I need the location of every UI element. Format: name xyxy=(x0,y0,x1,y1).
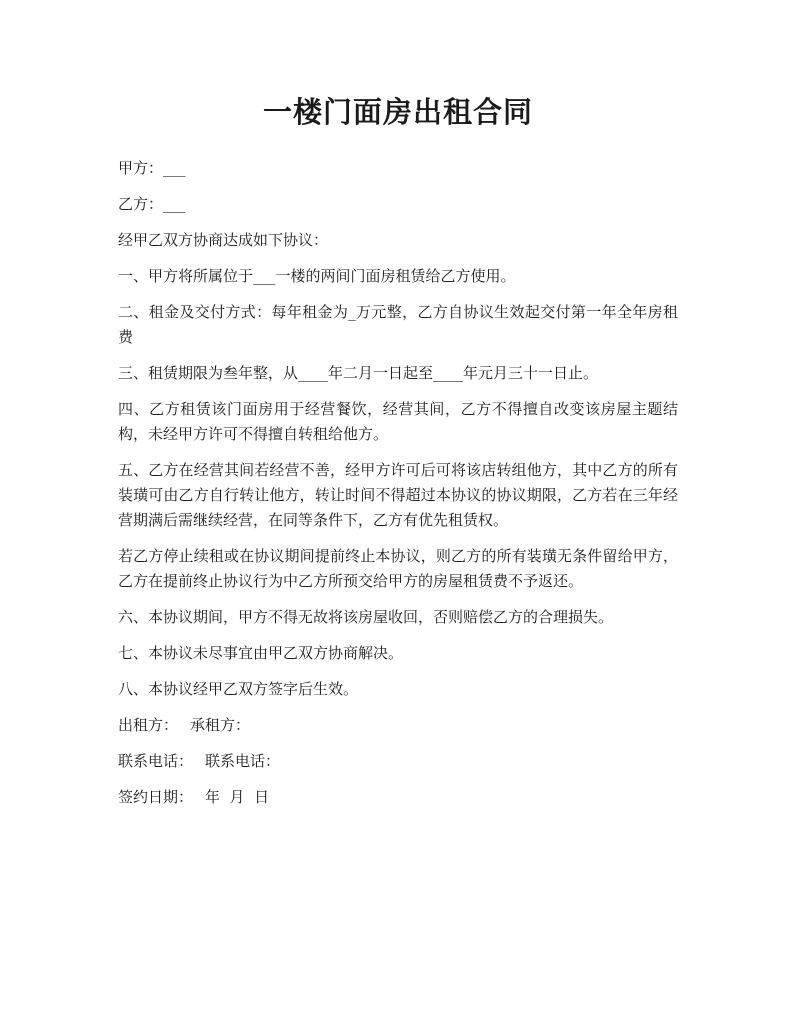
clause-5: 五、乙方在经营其间若经营不善，经甲方许可后可将该店转组他方，其中乙方的所有装璜可由乙方自行转让他方，转让时间不得超过本协议的协议期限，乙方若在三年经营期满后需继续经营，在同等条件下，乙方有优先租赁权。 xyxy=(118,461,678,529)
clause-2: 二、租金及交付方式：每年租金为_万元整，乙方自协议生效起交付第一年全年房租费 xyxy=(118,303,678,346)
date-label: 签约日期： xyxy=(118,788,194,806)
intro-paragraph: 经甲乙双方协商达成如下协议： xyxy=(118,231,329,249)
signature-date-row xyxy=(118,785,678,810)
clause-4: 四、乙方租赁该门面房用于经营餐饮，经营其间，乙方不得擅自改变该房屋主题结构，未经甲方许可不得擅自转租给他方。 xyxy=(118,400,678,443)
party-b-line: 乙方：___ xyxy=(118,195,186,213)
clause-6: 六、本协议期间，甲方不得无故将该房屋收回，否则赔偿乙方的合理损失。 xyxy=(118,608,614,626)
signature-parties-row xyxy=(118,713,678,738)
date-value: 年 月 日 xyxy=(205,788,270,806)
lessor-label: 出租方： xyxy=(118,716,179,734)
signature-phone-row xyxy=(118,749,678,774)
lessee-phone-label: 联系电话： xyxy=(205,752,281,770)
clause-8: 八、本协议经甲乙双方签字后生效。 xyxy=(118,680,359,698)
lessee-label: 承租方： xyxy=(190,716,251,734)
document-title: 一楼门面房出租合同 xyxy=(262,95,533,129)
clause-1: 一、甲方将所属位于___一楼的两间门面房租赁给乙方使用。 xyxy=(118,267,516,285)
clause-7: 七、本协议未尽事宜由甲乙双方协商解决。 xyxy=(118,644,404,662)
party-a-line: 甲方：___ xyxy=(118,159,186,177)
lessor-phone-label: 联系电话： xyxy=(118,752,194,770)
clause-3: 三、租赁期限为叁年整，从____年二月一日起至____年元月三十一日止。 xyxy=(118,364,599,382)
clause-5-supplement: 若乙方停止续租或在协议期间提前终止本协议，则乙方的所有装璜无条件留给甲方，乙方在提前终止协议行为中乙方所预交给甲方的房屋租赁费不予返还。 xyxy=(118,547,678,590)
